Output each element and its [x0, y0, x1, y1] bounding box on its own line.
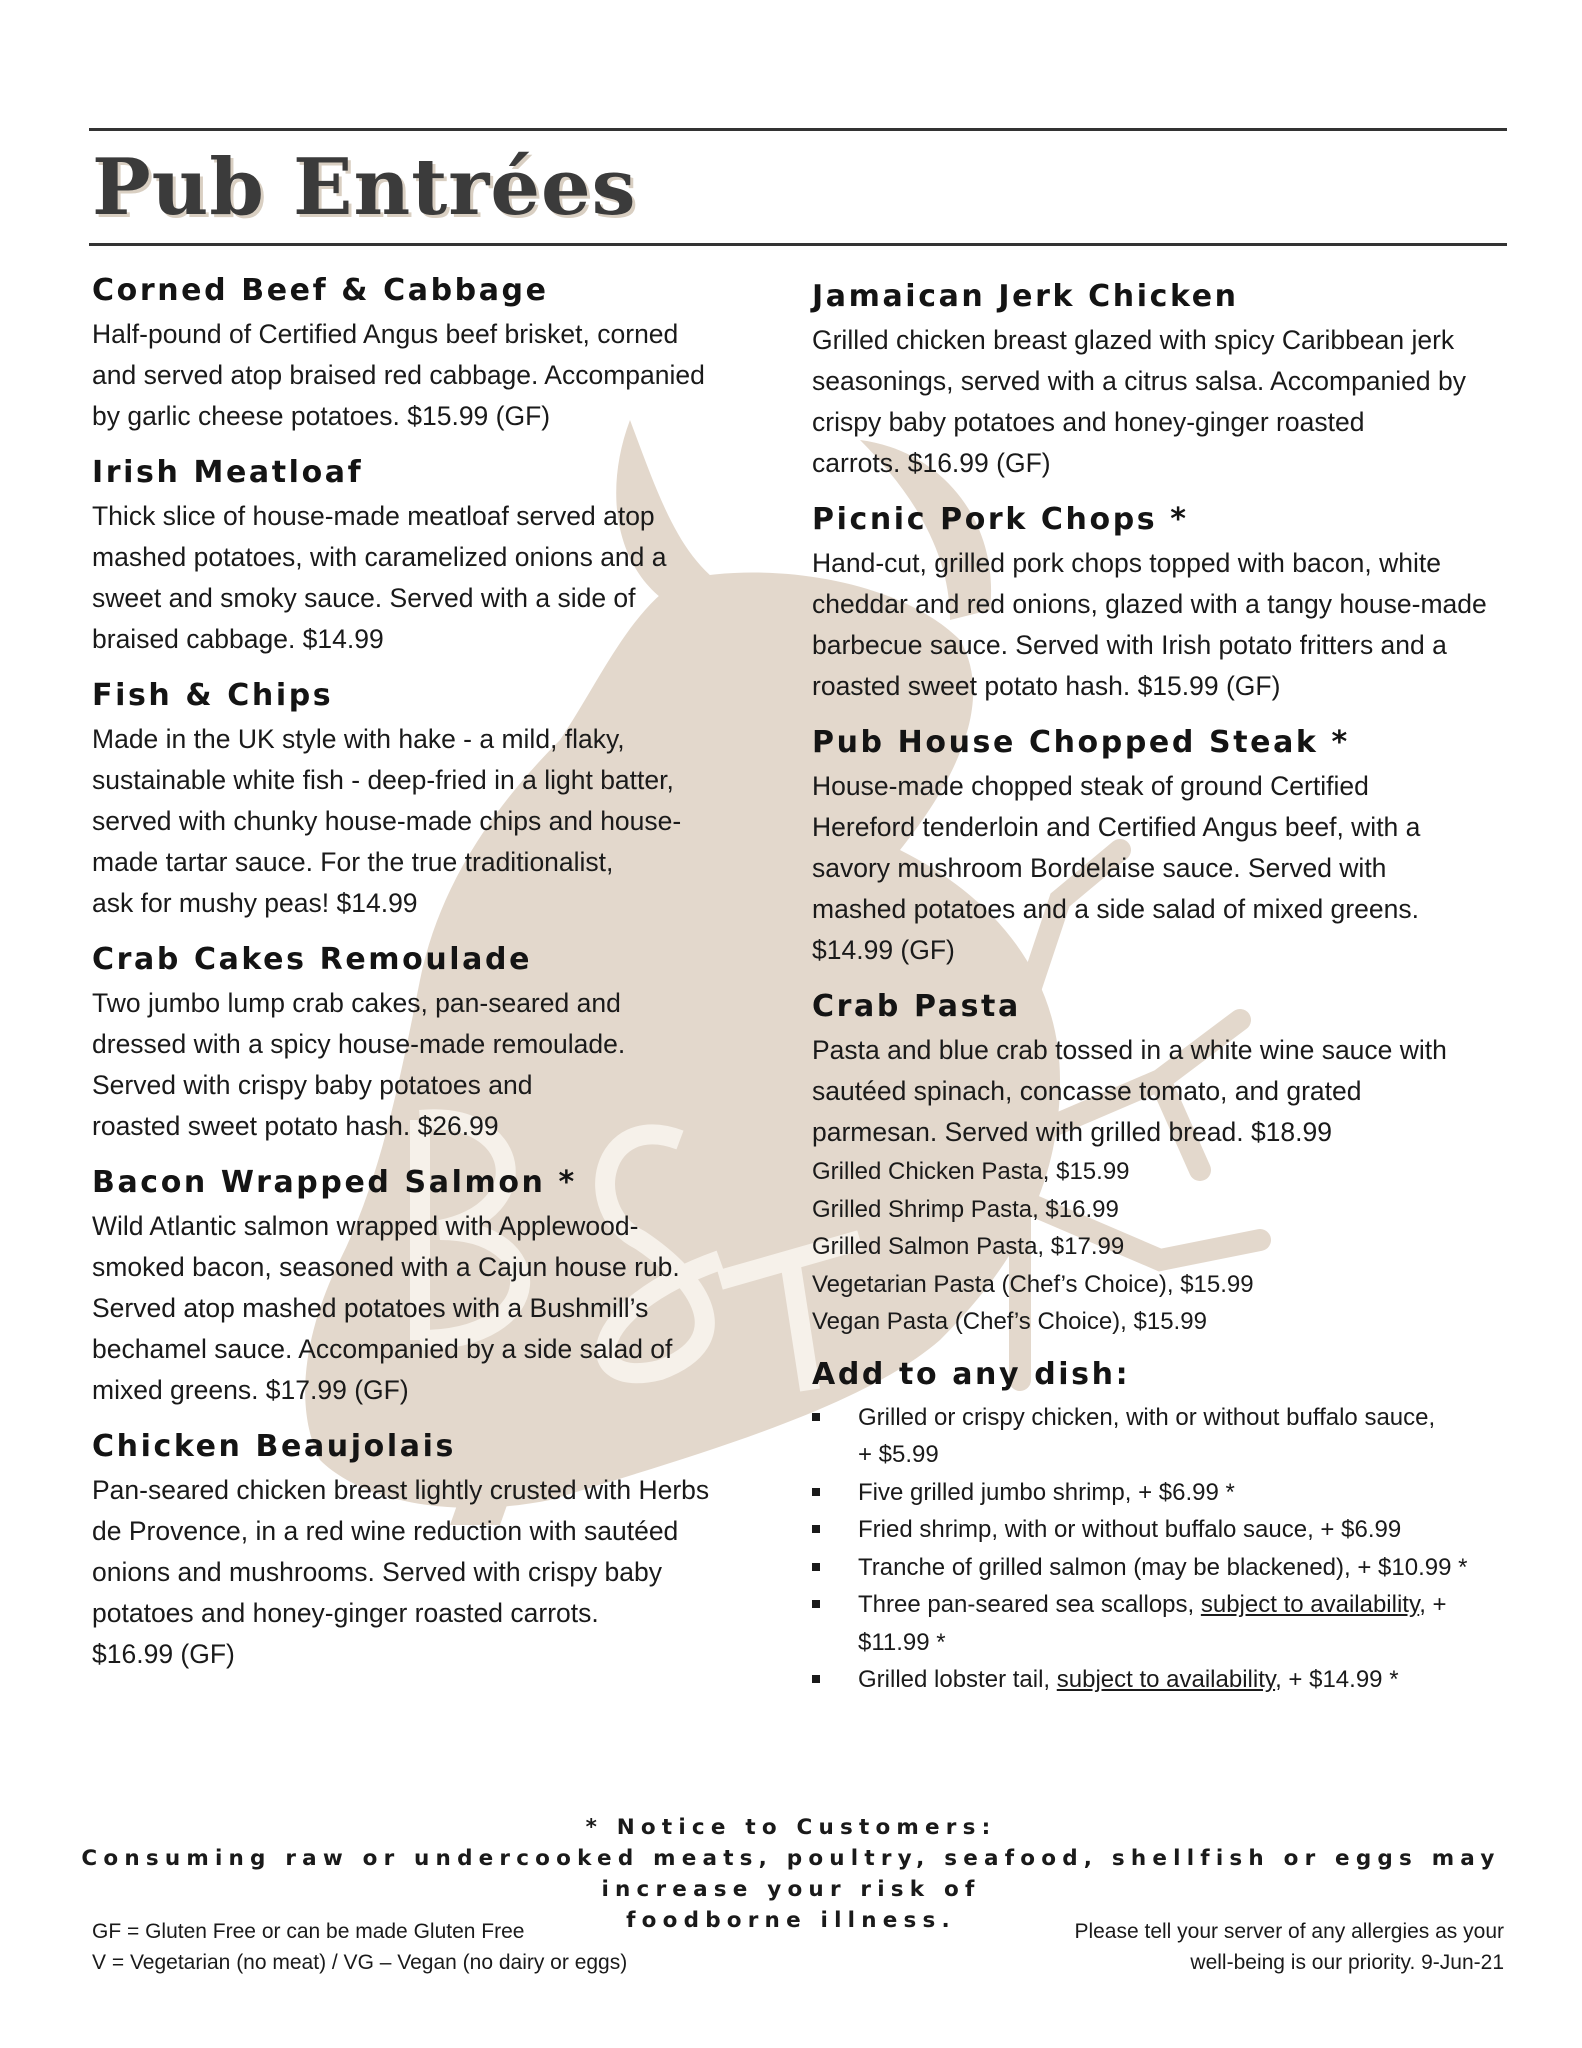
menu-item-jamaican-jerk-chicken — [812, 278, 1542, 484]
addons-list — [812, 1399, 1542, 1699]
dish-name: Crab Pasta — [812, 989, 1021, 1024]
dish-name: Pub House Chopped Steak * — [812, 725, 1350, 760]
dish-description: Two jumbo lump crab cakes, pan-seared and dressed with a spicy house-made remoulade. Served with crispy baby potatoes and roasted sweet potato hash. $26.99 — [92, 988, 626, 1141]
list-item: Grilled Chicken Pasta, $15.99 — [812, 1158, 1130, 1185]
menu-item-fish-and-chips — [92, 677, 772, 924]
dish-name: Corned Beef & Cabbage — [92, 273, 549, 308]
notice-text: Consuming raw or undercooked meats, poultry, seafood, shellfish or eggs may increase your risk of — [81, 1846, 1501, 1902]
dish-description: Hand-cut, grilled pork chops topped with bacon, white cheddar and red onions, glazed with a tangy house-made barbecue sauce. Served with Irish potato fritters and a roasted sweet potato hash. $15.99 (GF) — [812, 548, 1487, 701]
dish-name: Irish Meatloaf — [92, 455, 364, 490]
square-bullet-icon — [812, 1600, 820, 1608]
square-bullet-icon — [812, 1488, 820, 1496]
notice-text: foodborne illness. — [626, 1908, 956, 1933]
menu-item-crab-cakes — [92, 941, 772, 1147]
square-bullet-icon — [812, 1675, 820, 1683]
dish-description: Half-pound of Certified Angus beef brisket, corned and served atop braised red cabbage. Accompanied by garlic cheese potatoes. $15.99 (GF) — [92, 319, 705, 431]
top-rule — [89, 128, 1507, 131]
allergy-note — [1074, 1916, 1504, 1978]
dish-description: Grilled chicken breast glazed with spicy Caribbean jerk seasonings, served with a citrus salsa. Accompanied by crispy baby potatoes and honey-ginger roasted carrots. $16.99 (GF) — [812, 325, 1466, 478]
dish-name: Picnic Pork Chops * — [812, 502, 1189, 537]
square-bullet-icon — [812, 1413, 820, 1421]
dish-name: Fish & Chips — [92, 678, 334, 713]
list-item: Vegetarian Pasta (Chef’s Choice), $15.99 — [812, 1270, 1254, 1298]
dish-description: Thick slice of house-made meatloaf served atop mashed potatoes, with caramelized onions and a sweet and smoky sauce. Served with a side of braised cabbage. $14.99 — [92, 501, 667, 654]
pasta-variants-list — [812, 1153, 1542, 1341]
notice-heading: * Notice to Customers: — [585, 1815, 997, 1840]
square-bullet-icon — [812, 1525, 820, 1533]
list-item: Five grilled jumbo shrimp, + $6.99 * — [812, 1474, 1542, 1512]
list-item: Grilled or crispy chicken, with or without buffalo sauce, + $5.99 — [812, 1399, 1542, 1474]
dish-description: House-made chopped steak of ground Certified Hereford tenderloin and Certified Angus beef, with a savory mushroom Bordelaise sauce. Served with mashed potatoes and a side salad of mixed greens. $14.99 (GF) — [812, 771, 1421, 965]
title-bottom-rule — [89, 243, 1507, 246]
dish-description: Wild Atlantic salmon wrapped with Applewood- smoked bacon, seasoned with a Cajun house rub. Served atop mashed potatoes with a Bushmill’s bechamel sauce. Accompanied by a side salad of mixed greens. $17.99 (GF) — [92, 1211, 680, 1405]
dish-description: Pasta and blue crab tossed in a white wine sauce with sautéed spinach, concasse tomato, and grated parmesan. Served with grilled bread. $18.99 — [812, 1035, 1447, 1147]
dish-name: Jamaican Jerk Chicken — [812, 279, 1239, 314]
menu-item-bacon-wrapped-salmon — [92, 1164, 772, 1411]
legend-line: V = Vegetarian (no meat) / VG – Vegan (no dairy or eggs) — [92, 1951, 628, 1974]
square-bullet-icon — [812, 1563, 820, 1571]
list-item: Grilled lobster tail, subject to availability, + $14.99 * — [812, 1661, 1542, 1699]
list-item: Three pan-seared sea scallops, subject to availability, + $11.99 * — [812, 1586, 1542, 1661]
list-item: Tranche of grilled salmon (may be blackened), + $10.99 * — [812, 1549, 1542, 1587]
menu-item-corned-beef — [92, 272, 772, 437]
allergy-line: well-being is our priority. 9-Jun-21 — [1190, 1951, 1504, 1974]
dietary-legend — [92, 1916, 627, 1978]
menu-item-chicken-beaujolais — [92, 1428, 772, 1675]
addons-heading: Add to any dish: — [812, 1356, 1131, 1392]
dish-description: Made in the UK style with hake - a mild, flaky, sustainable white fish - deep-fried in a light batter, served with chunky house-made chips and house- made tartar sauce. For the true traditionalist, ask for mushy peas! $14.99 — [92, 724, 682, 918]
list-item: Grilled Shrimp Pasta, $16.99 — [812, 1195, 1119, 1223]
dish-name: Chicken Beaujolais — [92, 1429, 456, 1464]
menu-item-chopped-steak — [812, 724, 1542, 971]
list-item: Fried shrimp, with or without buffalo sauce, + $6.99 — [812, 1511, 1542, 1549]
right-menu-column — [812, 278, 1542, 1699]
menu-item-irish-meatloaf — [92, 454, 772, 660]
legend-line: GF = Gluten Free or can be made Gluten Free — [92, 1920, 525, 1943]
dish-name: Crab Cakes Remoulade — [92, 942, 533, 977]
list-item: Grilled Salmon Pasta, $17.99 — [812, 1233, 1125, 1260]
menu-item-crab-pasta — [812, 988, 1542, 1341]
left-menu-column — [92, 272, 772, 1692]
page-title: Pub Entrées — [92, 142, 637, 233]
dish-description: Pan-seared chicken breast lightly crusted with Herbs de Provence, in a red wine reduction with sautéed onions and mushrooms. Served with crispy baby potatoes and honey-ginger roasted carrots. $16.99 (GF) — [92, 1475, 710, 1669]
dish-name: Bacon Wrapped Salmon * — [92, 1165, 577, 1200]
menu-item-picnic-pork-chops — [812, 501, 1542, 707]
list-item: Vegan Pasta (Chef’s Choice), $15.99 — [812, 1308, 1207, 1335]
allergy-line: Please tell your server of any allergies as your — [1074, 1920, 1504, 1943]
